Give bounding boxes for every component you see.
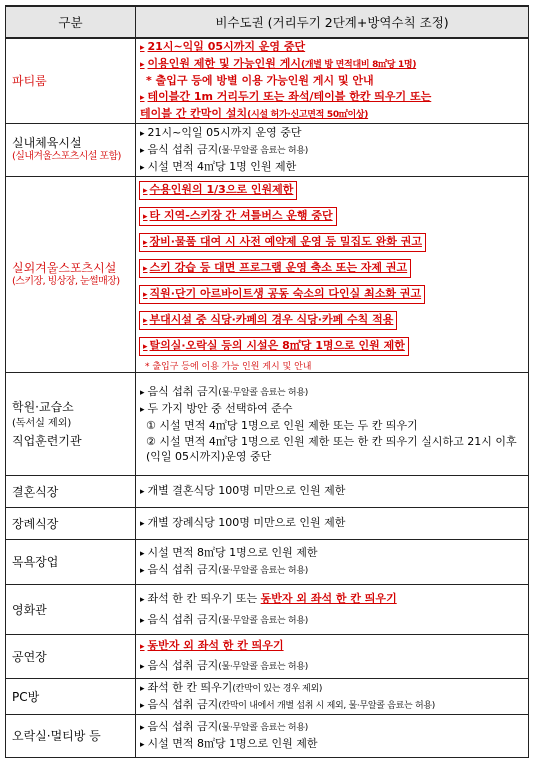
table-row <box>6 715 529 758</box>
rule-item <box>139 333 528 359</box>
bullet-icon: ▸ <box>143 290 148 300</box>
rule-text: 개별 장례식당 100명 미만으로 인원 제한 <box>147 516 346 529</box>
category-sub-label: (독서실 제외) <box>12 418 72 429</box>
bullet-icon: ▸ <box>140 740 145 750</box>
rules-cinema <box>136 585 529 635</box>
category-funeral-hall <box>6 508 136 540</box>
category-label: PC방 <box>12 689 40 704</box>
bullet-icon: ▸ <box>140 405 145 415</box>
rule-text: 좌석 한 칸 띄우기 <box>147 680 233 694</box>
rule-text: 음식 섭취 금지 <box>147 385 219 398</box>
category-label-2: 직업훈련기관 <box>12 434 82 448</box>
table-row <box>6 124 529 177</box>
rule-line <box>136 638 528 655</box>
rules-wedding-hall <box>136 476 529 508</box>
header-rules: 비수도권 (거리두기 2단계+방역수칙 조정) <box>136 6 529 38</box>
bullet-icon: ▸ <box>143 212 148 222</box>
rules-arcade <box>136 715 529 758</box>
rule-item <box>139 281 528 307</box>
rule-line <box>136 39 528 56</box>
rules-outdoor-winter-sports <box>136 177 529 373</box>
rules-funeral-hall <box>136 508 529 540</box>
category-label: 영화관 <box>12 602 47 617</box>
rule-text: 두 가지 방안 중 선택하여 준수 <box>147 402 293 415</box>
bullet-icon: ▸ <box>140 43 145 53</box>
rule-line <box>136 612 528 629</box>
rule-text: 스키 강습 등 대면 프로그램 운영 축소 또는 자제 권고 <box>149 261 408 274</box>
bullet-icon: ▸ <box>140 519 145 529</box>
rule-line <box>136 483 528 500</box>
table-row <box>6 508 529 540</box>
rules-indoor-sports <box>136 124 529 177</box>
category-indoor-sports <box>6 124 136 177</box>
rule-item <box>139 307 528 333</box>
category-outdoor-winter-sports <box>6 177 136 373</box>
rule-text: 음식 섭취 금지 <box>147 659 219 672</box>
rule-text: * 출입구 등에 방별 이용 가능인원 게시 및 안내 <box>146 74 374 87</box>
bullet-icon: ▸ <box>140 594 145 605</box>
rule-note: (물·무알콜 음료는 허용) <box>218 615 308 626</box>
rule-text: 동반자 외 좌석 한 칸 띄우기 <box>147 639 284 652</box>
bullet-icon: ▸ <box>140 60 145 70</box>
rule-line <box>136 89 528 106</box>
category-label: 학원·교습소 <box>12 400 74 414</box>
category-academy <box>6 373 136 476</box>
rule-line <box>136 591 528 608</box>
table-header-row <box>6 6 529 38</box>
rule-line <box>136 159 528 176</box>
bullet-icon: ▸ <box>140 93 145 103</box>
category-arcade <box>6 715 136 758</box>
category-label: 장례식장 <box>12 516 59 531</box>
bullet-icon: ▸ <box>140 388 145 398</box>
category-party-room <box>6 38 136 124</box>
rules-pc-room <box>136 679 529 715</box>
rules-bathhouse <box>136 540 529 585</box>
category-sub-label: (스키장, 빙상장, 눈썰매장) <box>12 275 120 287</box>
category-sub-label: (실내겨울스포츠시설 포함) <box>12 151 121 162</box>
rule-line <box>136 418 528 434</box>
regulation-table <box>5 5 529 758</box>
rule-line <box>136 401 528 418</box>
rule-line <box>136 736 528 753</box>
rule-text: 음식 섭취 금지 <box>147 563 219 576</box>
rules-theater <box>136 635 529 679</box>
rule-text: ② 시설 면적 4㎡당 1명으로 인원 제한 또는 한 칸 띄우기 실시하고 21시 이후 (익일 05시까지)운영 중단 <box>146 435 517 463</box>
rule-text: 좌석 한 칸 띄우기 또는 <box>147 591 261 605</box>
bullet-icon: ▸ <box>140 128 145 139</box>
bullet-icon: ▸ <box>143 316 148 326</box>
table-row <box>6 540 529 585</box>
rule-text: 21시~익일 05시까지 운영 중단 <box>147 40 306 53</box>
rule-line <box>136 142 528 159</box>
rule-text: 음식 섭취 금지 <box>147 697 219 711</box>
rule-text: 직원·단기 아르바이트생 공동 숙소의 다인실 최소화 권고 <box>149 287 422 300</box>
bullet-icon: ▸ <box>140 566 145 576</box>
rule-note: (시설 허가·신고면적 50㎡이상) <box>247 110 369 120</box>
category-label: 실내체육시설 <box>12 136 82 150</box>
rule-text: 테이블간 1m 거리두기 또는 좌석/테이블 한칸 띄우기 또는 <box>147 90 432 103</box>
rule-line <box>136 658 528 675</box>
rule-note: (물·무알콜 음료는 허용) <box>218 145 308 156</box>
bullet-icon: ▸ <box>143 264 148 274</box>
category-theater <box>6 635 136 679</box>
rule-text: 시설 면적 8㎡당 1명으로 인원 제한 <box>147 737 318 750</box>
rule-line <box>136 697 528 714</box>
table-row <box>6 177 529 373</box>
rule-text: 탈의실·오락실 등의 시설은 8㎡당 1명으로 인원 제한 <box>149 339 405 352</box>
rules-party-room <box>136 38 529 124</box>
rule-text-highlight: 동반자 외 좌석 한 칸 띄우기 <box>260 591 397 605</box>
bullet-icon: ▸ <box>140 700 145 711</box>
rule-text: 테이블 간 칸막이 설치 <box>140 107 248 120</box>
bullet-icon: ▸ <box>143 186 148 196</box>
table-row <box>6 476 529 508</box>
rule-note: (칸막이 있는 경우 제외) <box>232 683 323 694</box>
bullet-icon: ▸ <box>143 342 148 352</box>
rule-text: 장비·물품 대여 시 사전 예약제 운영 등 밀집도 완화 권고 <box>149 235 422 248</box>
rule-line <box>136 106 528 123</box>
rule-footnote: * 출입구 등에 이용 가능 인원 게시 및 안내 <box>145 362 312 372</box>
rule-note: (물·무알콜 음료는 허용) <box>218 566 308 576</box>
bullet-icon: ▸ <box>140 162 145 173</box>
rule-line <box>136 434 528 464</box>
regulation-table-container <box>5 5 528 750</box>
table-row <box>6 679 529 715</box>
category-bathhouse <box>6 540 136 585</box>
table-row <box>6 373 529 476</box>
rule-line <box>136 515 528 532</box>
table-row <box>6 38 529 124</box>
rule-text: 시설 면적 4㎡당 1명 인원 제한 <box>147 159 297 173</box>
rule-line <box>136 73 528 89</box>
rules-academy <box>136 373 529 476</box>
rule-text: ① 시설 면적 4㎡당 1명으로 인원 제한 또는 두 칸 띄우기 <box>146 419 418 432</box>
rule-text: 타 지역-스키장 간 셔틀버스 운행 중단 <box>149 209 333 222</box>
rule-item <box>139 255 528 281</box>
bullet-icon: ▸ <box>140 683 145 694</box>
category-label: 목욕장업 <box>12 555 59 569</box>
bullet-icon: ▸ <box>140 549 145 559</box>
category-label: 파티룸 <box>12 74 47 88</box>
bullet-icon: ▸ <box>140 487 145 497</box>
bullet-icon: ▸ <box>140 615 145 626</box>
category-pc-room <box>6 679 136 715</box>
category-label: 결혼식장 <box>12 484 59 499</box>
category-wedding-hall <box>6 476 136 508</box>
category-label: 실외겨울스포츠시설 <box>12 260 117 275</box>
rule-line <box>136 125 528 142</box>
rule-item <box>139 177 528 203</box>
rule-text: 음식 섭취 금지 <box>147 612 219 626</box>
table-row <box>6 635 529 679</box>
rule-text: 음식 섭취 금지 <box>147 142 219 156</box>
rule-line <box>136 545 528 562</box>
bullet-icon: ▸ <box>140 723 145 733</box>
rule-text: 시설 면적 8㎡당 1명으로 인원 제한 <box>147 546 318 559</box>
category-label: 오락실·멀티방 등 <box>12 729 101 743</box>
rule-note: (칸막이 내에서 개별 섭취 시 제외, 물·무알콜 음료는 허용) <box>218 700 435 711</box>
rule-line <box>136 562 528 579</box>
rule-item <box>139 203 528 229</box>
rule-item <box>139 229 528 255</box>
rule-text: 부대시설 중 식당·카페의 경우 식당·카페 수칙 적용 <box>149 313 394 326</box>
bullet-icon: ▸ <box>140 662 145 672</box>
rule-line <box>136 680 528 697</box>
rule-text: 개별 결혼식당 100명 미만으로 인원 제한 <box>147 484 346 497</box>
rule-line <box>136 719 528 736</box>
rule-note: (물·무알콜 음료는 허용) <box>218 388 308 398</box>
rule-note: (개별 방 면적대비 8㎡당 1명) <box>301 60 417 70</box>
category-cinema <box>6 585 136 635</box>
rule-line <box>136 56 528 73</box>
rule-text: 21시~익일 05시까지 운영 중단 <box>147 125 302 139</box>
rule-line <box>136 384 528 401</box>
bullet-icon: ▸ <box>140 145 145 156</box>
rule-note: (물·무알콜 음료는 허용) <box>218 723 308 733</box>
category-label: 공연장 <box>12 649 47 664</box>
bullet-icon: ▸ <box>143 238 148 248</box>
table-row <box>6 585 529 635</box>
rule-note: (물·무알콜 음료는 허용) <box>218 662 308 672</box>
rule-text: 음식 섭취 금지 <box>147 720 219 733</box>
bullet-icon: ▸ <box>140 642 145 652</box>
header-category: 구분 <box>6 6 136 38</box>
rule-text: 수용인원의 1/3으로 인원제한 <box>149 183 294 196</box>
rule-text: 이용인원 제한 및 가능인원 게시 <box>147 57 301 70</box>
